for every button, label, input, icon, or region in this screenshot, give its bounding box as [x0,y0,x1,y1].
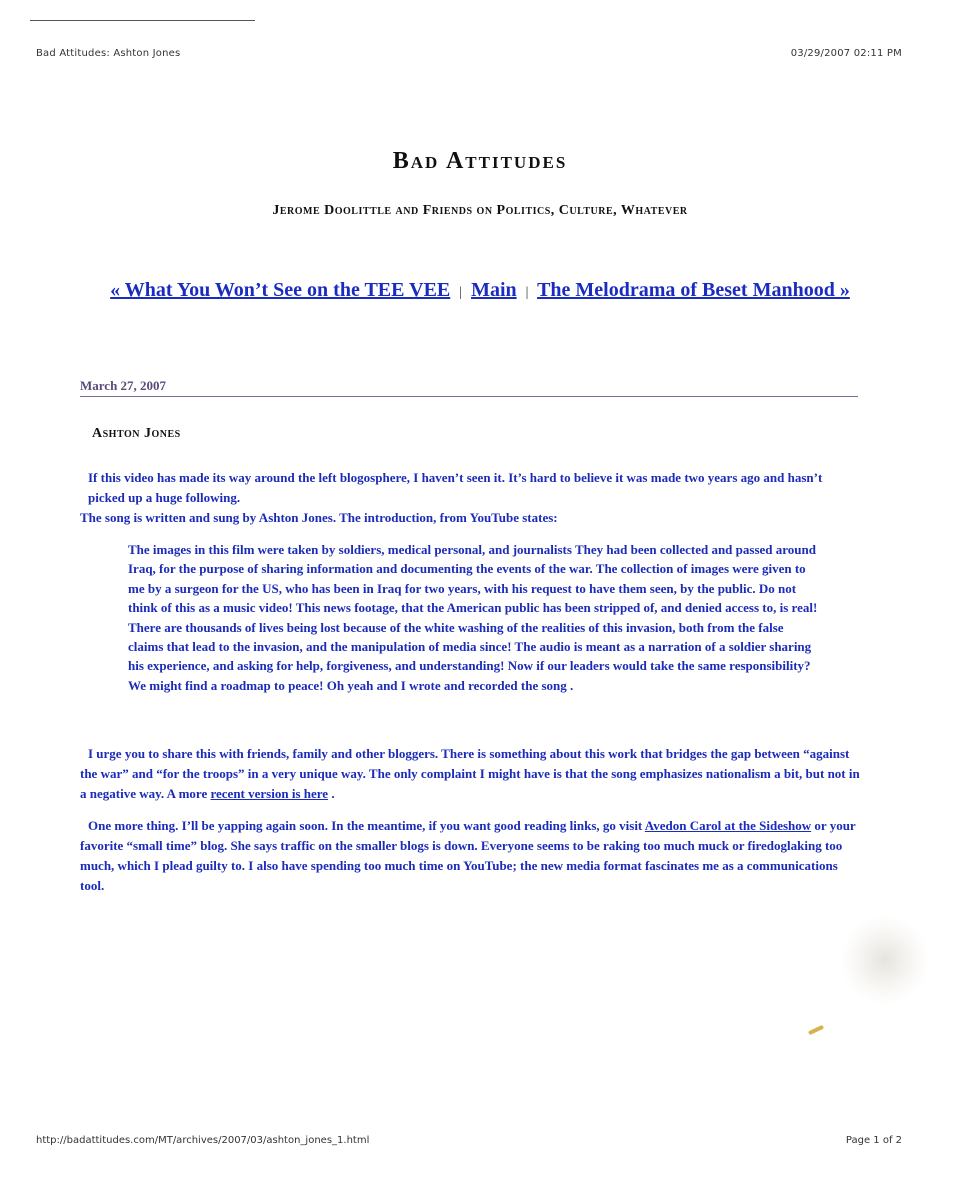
scan-smudge [840,915,930,1005]
post-paragraph-3-end: . [328,786,335,801]
print-header-title: Bad Attitudes: Ashton Jones [36,48,181,59]
nav-separator: | [525,285,529,300]
date-row [80,378,858,397]
post-paragraph-1-line-2: The song is written and sung by Ashton Jones. The introduction, from YouTube states: [80,510,558,525]
post-paragraph-1-line-1: If this video has made its way around the left blogosphere, I haven’t seen it. It’s hard to believe it was made two years ago and hasn’t picked up a huge following. [88,470,823,505]
post-paragraph-4-end: or your favorite “small time” blog. She says traffic on the smaller blogs is down. Everyone seems to be raking too much muck or firedoglaking too much, which I plead guilty to. I also have spending too much time on YouTube; the new media format fascinates me as a communications tool. [80,818,856,893]
main-link[interactable]: Main [471,279,517,301]
recent-version-link[interactable]: recent version is here [210,786,329,801]
post-title: Ashton Jones [92,426,181,441]
print-header-timestamp: 03/29/2007 02:11 PM [790,48,902,59]
post-paragraph-4-text: One more thing. I’ll be yapping again soon. In the meantime, if you want good reading links, go visit [88,818,645,833]
blog-subtitle: Jerome Doolittle and Friends on Politics, Culture, Whatever [272,203,688,218]
post-date: March 27, 2007 [80,378,167,393]
scan-speck [808,1025,824,1035]
nav-separator: | [459,285,463,300]
post-navigation [110,278,850,305]
previous-post-link[interactable]: « What You Won’t See on the TEE VEE [110,279,451,301]
youtube-quote: The images in this film were taken by soldiers, medical personal, and journalists They had been collected and passed around Iraq, for the purpose of sharing information and documenting the events of the war. The collection of images were given to me by a surgeon for the US, who has been in Iraq for two years, with his request to have them seen, by the public. Do not think of this as a music video! This news footage, that the American public has been stripped of, and denied access to, is real! There are thousands of lives being lost because of the white washing of the realities of this invasion, both from the false claims that lead to the invasion, and the manipulation of media since! The audio is meant as a narration of a soldier sharing his experience, and asking for help, forgiveness, and understanding! Now if our leaders would take the same responsibility? We might find a roadmap to peace! Oh yeah and I wrote and recorded the song . [128,542,818,693]
sideshow-link[interactable]: Avedon Carol at the Sideshow [644,818,812,833]
next-post-link[interactable]: The Melodrama of Beset Manhood » [537,279,850,301]
post-paragraph-3 [80,744,860,804]
post-paragraph-1 [80,468,860,528]
post-paragraph-4 [80,816,860,896]
blog-title: Bad Attitudes [392,148,568,174]
print-footer-url: http://badattitudes.com/MT/archives/2007/03/ashton_jones_1.html [36,1135,370,1146]
post-paragraph-3-text: I urge you to share this with friends, family and other bloggers. There is something about this work that bridges the gap between “against the war” and “for the troops” in a very unique way. The only complaint I might have is that the song emphasizes nationalism a bit, but not in a negative way. A more [80,746,860,801]
scan-edge-line [30,20,255,21]
print-footer-page: Page 1 of 2 [845,1135,902,1146]
